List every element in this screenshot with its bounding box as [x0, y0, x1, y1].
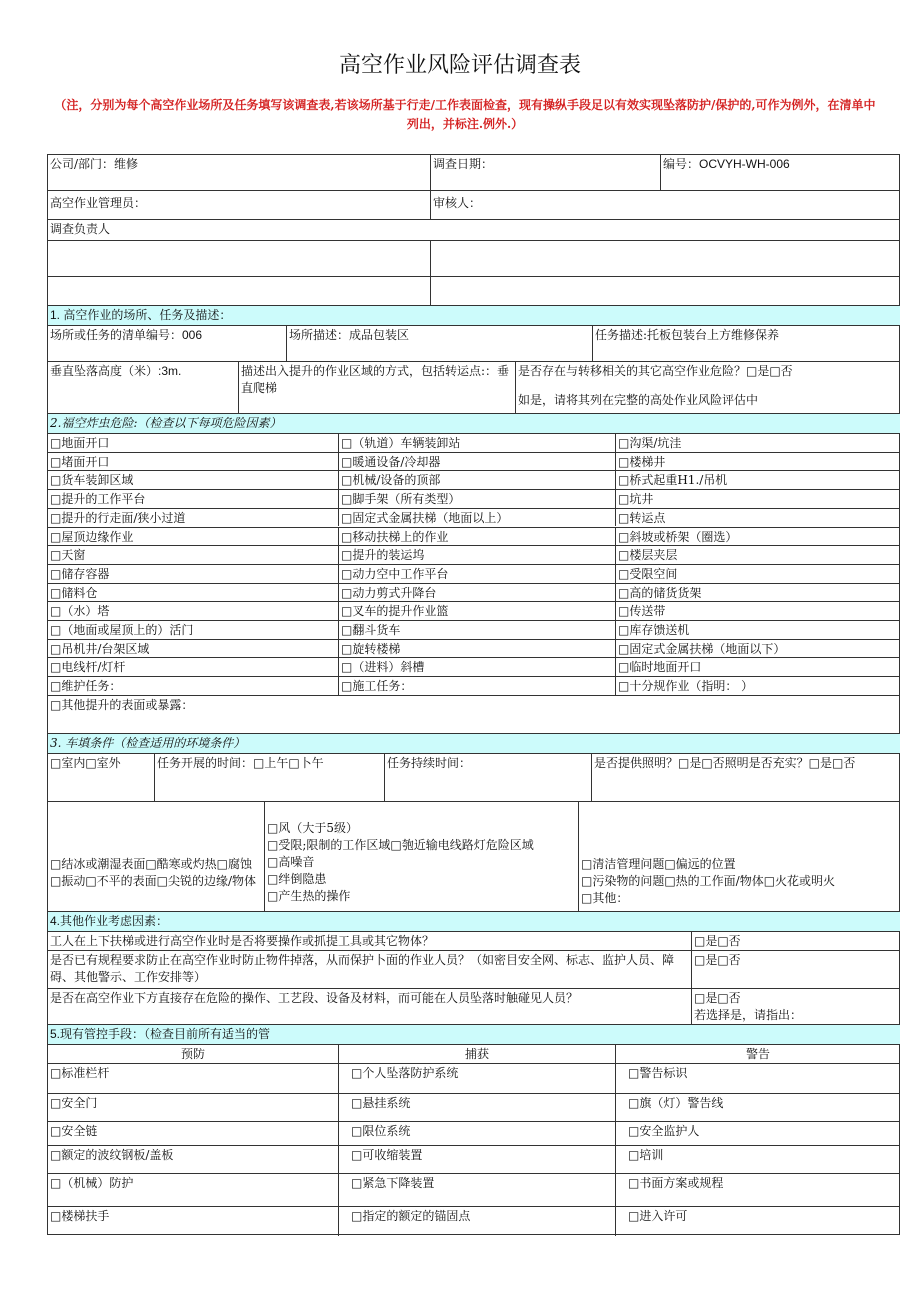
investigator-name-2[interactable]: [430, 240, 900, 276]
hazard-item[interactable]: □储存容器: [48, 564, 338, 583]
hazard-item[interactable]: □提升的装运坞: [338, 545, 615, 564]
hazard-item[interactable]: □桥式起重H1./吊机: [615, 470, 900, 489]
question-3-checkbox: □是□否: [694, 991, 741, 1005]
hazard-item[interactable]: □屋顶边缘作业: [48, 527, 338, 546]
survey-date-field[interactable]: 调查日期：: [430, 155, 660, 190]
hazard-item[interactable]: □天窗: [48, 545, 338, 564]
question-3-specify: 若选择是，请指出：: [694, 1008, 803, 1022]
hazard-item[interactable]: □受限空间: [615, 564, 900, 583]
section-5-header: [48, 1024, 900, 1044]
section-4-header: 4.其他作业考虑因素：: [48, 911, 900, 931]
env-restricted: □受限;限制的工作区域□匏近输电线路灯危险区域: [267, 838, 534, 852]
hazard-item[interactable]: □吊机井/台架区域: [48, 639, 338, 658]
hazard-item[interactable]: □维护任务：: [48, 676, 338, 695]
hazard-item[interactable]: □堵面开口: [48, 452, 338, 471]
env-other: □其他：: [581, 891, 629, 905]
env-contaminant: □污染物的问题□热的工作面/物体□火花或明火: [581, 874, 836, 888]
env-conditions-left[interactable]: □结冰或潮湿表面□酷寒或灼热□腐蚀□振动□不平的表面□尖锐的边缘/物体: [48, 801, 264, 911]
fall-height[interactable]: 垂直坠落高度（米）:3m.: [48, 361, 238, 413]
task-list-number[interactable]: 场所或任务的清单编号：006: [48, 325, 286, 361]
question-3: 是否在高空作业下方直接存在危险的操作、工艺段、设备及材料，而可能在人员坠落时触碰见人员？: [48, 988, 691, 1024]
control-item[interactable]: □悬挂系统: [338, 1093, 615, 1121]
hazard-item[interactable]: □提升的工作平台: [48, 489, 338, 508]
control-item[interactable]: □个人坠落防护系统: [338, 1063, 615, 1093]
control-item[interactable]: □安全监护人: [615, 1121, 900, 1145]
related-hazard-note: 如是，请将其列在完整的高处作业风险评估中: [518, 393, 759, 407]
hazard-item[interactable]: □（水）塔: [48, 601, 338, 620]
hazard-item[interactable]: □（地面或屋顶上的）活门: [48, 620, 338, 639]
control-item[interactable]: □警告标识: [615, 1063, 900, 1093]
section-1-header: 1. 高空作业的场所、任务及描述：: [48, 305, 900, 325]
hazard-item[interactable]: □固定式金属扶梯（地面以上）: [338, 508, 615, 527]
page-title: 高空作业风险评估调查表: [338, 53, 581, 78]
hazard-item[interactable]: □高的储货货架: [615, 583, 900, 602]
hazard-item[interactable]: □动力剪式升降台: [338, 583, 615, 602]
hazard-item[interactable]: □提升的行走面/狭小过道: [48, 508, 338, 527]
env-noise: □高噪音: [267, 855, 315, 869]
hazard-item[interactable]: □楼层夹层: [615, 545, 900, 564]
env-housekeeping: □清洁管理问题□偏远的位置: [581, 857, 736, 871]
question-3-yesno[interactable]: [691, 988, 900, 1024]
section-5-title: 5.现有管控手段：（检查目前所有适当的管: [50, 1027, 271, 1041]
env-wind: □风（大于5级）: [267, 821, 358, 835]
hazard-item[interactable]: □（轨道）车辆装卸站: [338, 433, 615, 452]
control-item[interactable]: □书面方案或规程: [615, 1173, 900, 1206]
question-1: 工人在上下扶梯或进行高空作业时是否将要操作或抓提工具或其它物体？: [48, 931, 691, 950]
hazard-item[interactable]: □临时地面开口: [615, 657, 900, 676]
hazard-item[interactable]: □沟渠/坑洼: [615, 433, 900, 452]
company-field[interactable]: 公司/部门：维修: [50, 157, 139, 171]
investigator-label: 调查负责人: [48, 219, 900, 240]
task-duration[interactable]: 任务持续时间：: [384, 753, 591, 801]
related-hazard-question[interactable]: [515, 361, 900, 413]
control-item[interactable]: □旗（灯）警告线: [615, 1093, 900, 1121]
control-item[interactable]: □可收缩装置: [338, 1145, 615, 1173]
investigator-name-1[interactable]: [48, 240, 430, 276]
hazard-item[interactable]: □叉车的提升作业篮: [338, 601, 615, 620]
env-heat: □产生热的操作: [267, 889, 351, 903]
hazard-item[interactable]: □电线杆/灯杆: [48, 657, 338, 676]
hazard-item[interactable]: □传送带: [615, 601, 900, 620]
task-time[interactable]: 任务开展的时间：□上午□卜午: [154, 753, 384, 801]
assessment-form: [47, 154, 900, 1235]
investigator-name-3[interactable]: [48, 276, 430, 305]
hazard-item[interactable]: □脚手架（所有类型）: [338, 489, 615, 508]
env-conditions-mid[interactable]: [264, 801, 578, 911]
access-description[interactable]: 描述出入提升的作业区域的方式，包括转运点:：垂直爬梯: [238, 361, 515, 413]
control-item[interactable]: □额定的波纹钢板/盖板: [48, 1145, 338, 1173]
control-item[interactable]: □标准栏杆: [48, 1063, 338, 1093]
control-item[interactable]: □安全链: [48, 1121, 338, 1145]
hazard-item[interactable]: □固定式金属扶梯（地面以下）: [615, 639, 900, 658]
form-number-field[interactable]: 编号：OCVYH-WH-006: [660, 155, 900, 190]
section-2-header: 2.福空炸虫危险:（检查以下每项危险因素）: [48, 413, 900, 433]
control-item[interactable]: □指定的额定的锚固点: [338, 1206, 615, 1236]
env-trip: □绊倒隐患: [267, 872, 327, 886]
section-3-header: 3. 车填条件（检查适用的环境条件）: [48, 733, 900, 753]
hazard-item[interactable]: □转运点: [615, 508, 900, 527]
hazard-item[interactable]: □动力空中工作平台: [338, 564, 615, 583]
lighting-question[interactable]: 是否提供照明？□是□否照明是否充实？□是□否: [591, 753, 900, 801]
env-conditions-right[interactable]: [578, 801, 900, 911]
hazard-item[interactable]: □机械/设备的顶部: [338, 470, 615, 489]
control-item[interactable]: □培训: [615, 1145, 900, 1173]
hazard-item[interactable]: □坑井: [615, 489, 900, 508]
hazard-other[interactable]: □其他提升的表面或暴露：: [48, 695, 900, 733]
related-hazard-text: 是否存在与转移相关的其它高空作业危险？□是□否: [518, 364, 793, 378]
control-item[interactable]: □（机械）防护: [48, 1173, 338, 1206]
control-item[interactable]: □楼梯扶手: [48, 1206, 338, 1236]
hazard-item[interactable]: □移动扶梯上的作业: [338, 527, 615, 546]
control-item[interactable]: □进入许可: [615, 1206, 900, 1236]
hazard-item[interactable]: □斜坡或桥架（圈选）: [615, 527, 900, 546]
col-warning: 警告: [615, 1044, 900, 1063]
hazard-item[interactable]: □施工任务：: [338, 676, 615, 695]
control-item[interactable]: □紧急下降装置: [338, 1173, 615, 1206]
reviewer-field[interactable]: 审核人：: [430, 190, 900, 219]
indoor-outdoor[interactable]: □室内□室外: [48, 753, 154, 801]
hazard-item[interactable]: □十分规作业（指明： ）: [615, 676, 900, 695]
question-2-yesno[interactable]: □是□否: [691, 950, 900, 988]
hazard-item[interactable]: □翻斗货车: [338, 620, 615, 639]
control-item[interactable]: □安全门: [48, 1093, 338, 1121]
hazard-item[interactable]: □旋转楼梯: [338, 639, 615, 658]
manager-field[interactable]: 高空作业管理员：: [48, 190, 430, 219]
location-description[interactable]: 场所描述：成品包装区: [286, 325, 592, 361]
question-1-yesno[interactable]: □是□否: [691, 931, 900, 950]
task-description[interactable]: 任务描述:托板包装台上方维修保养: [592, 325, 900, 361]
hazard-item[interactable]: □储料仓: [48, 583, 338, 602]
control-item[interactable]: □限位系统: [338, 1121, 615, 1145]
investigator-name-4[interactable]: [430, 276, 900, 305]
hazard-item[interactable]: □暖通设备/冷却器: [338, 452, 615, 471]
hazard-item[interactable]: □库存馈送机: [615, 620, 900, 639]
question-2: 是否已有规程要求防止在高空作业时防止物件掉落，从而保护卜面的作业人员？（如密目安全网、标志、监护人员、障碍、其他警示、工作安排等）: [48, 950, 691, 988]
hazard-item[interactable]: □地面开口: [48, 433, 338, 452]
col-prevent: 预防: [48, 1044, 338, 1063]
instruction-note: （注，分别为每个高空作业场所及任务填写该调查表,若该场所基于行走/工作表面检查，现有操纵手段足以有效实现坠落防护/保护的,可作为例外，在清单中列出，并标注.例外.）: [54, 98, 876, 131]
hazard-item[interactable]: □（进料）斜槽: [338, 657, 615, 676]
hazard-item[interactable]: □货车装卸区域: [48, 470, 338, 489]
col-capture: 捕获: [338, 1044, 615, 1063]
hazard-item[interactable]: □楼梯井: [615, 452, 900, 471]
